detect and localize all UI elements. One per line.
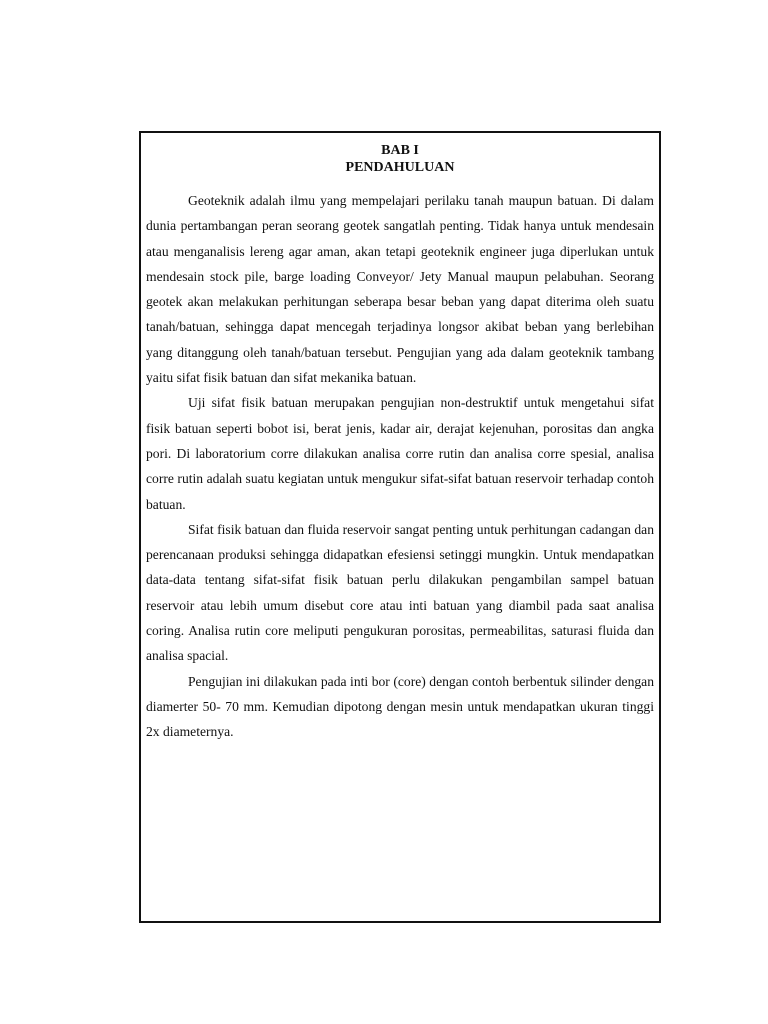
paragraph-pengujian-inti-bor: Pengujian ini dilakukan pada inti bor (core) dengan contoh berbentuk silinder dengan diamerter 50- 70 mm. Kemudian dipotong dengan mesin untuk mendapatkan ukuran tinggi 2x diameternya. bbox=[146, 673, 654, 740]
paragraph-fluida-reservoir: Sifat fisik batuan dan fluida reservoir sangat penting untuk perhitungan cadangan dan perencanaan produksi sehingga didapatkan efesiensi setinggi mungkin. Untuk mendapatkan data-data tentang sifat-sifat fisik batuan perlu dilakukan pengambilan sampel batuan reservoir atau lebih umum disebut core atau inti batuan yang diambil pada saat analisa coring. Analisa rutin core meliputi pengukuran porositas, permeabilitas, saturasi fluida dan analisa spacial. bbox=[146, 521, 654, 664]
paragraph-geoteknik: Geoteknik adalah ilmu yang mempelajari perilaku tanah maupun batuan. Di dalam dunia pertambangan peran seorang geotek sangatlah penting. Tidak hanya untuk mendesain atau menganalisis lereng agar aman, akan tetapi geoteknik engineer juga diperlukan untuk mendesain stock pile, barge loading Conveyor/ Jety Manual maupun pelabuhan. Seorang geotek akan melakukan perhitungan seberapa besar beban yang dapat diterima oleh suatu tanah/batuan, sehingga dapat mencegah terjadinya longsor akibat beban yang berlebihan yang ditanggung oleh tanah/batuan tersebut. Pengujian yang ada dalam geoteknik tambang yaitu sifat fisik batuan dan sifat mekanika batuan. bbox=[146, 193, 654, 386]
chapter-title: PENDAHULUAN bbox=[345, 160, 455, 175]
page-frame bbox=[139, 131, 661, 923]
chapter-heading bbox=[141, 142, 659, 176]
body-text bbox=[146, 188, 654, 745]
chapter-number: BAB I bbox=[381, 143, 419, 158]
paragraph-uji-sifat-fisik: Uji sifat fisik batuan merupakan pengujian non-destruktif untuk mengetahui sifat fisik batuan seperti bobot isi, berat jenis, kadar air, derajat kejenuhan, porositas dan angka pori. Di laboratorium corre dilakukan analisa corre rutin dan analisa corre spesial, analisa corre rutin adalah suatu kegiatan untuk mengukur sifat-sifat batuan reservoir terhadap contoh batuan. bbox=[146, 395, 654, 512]
